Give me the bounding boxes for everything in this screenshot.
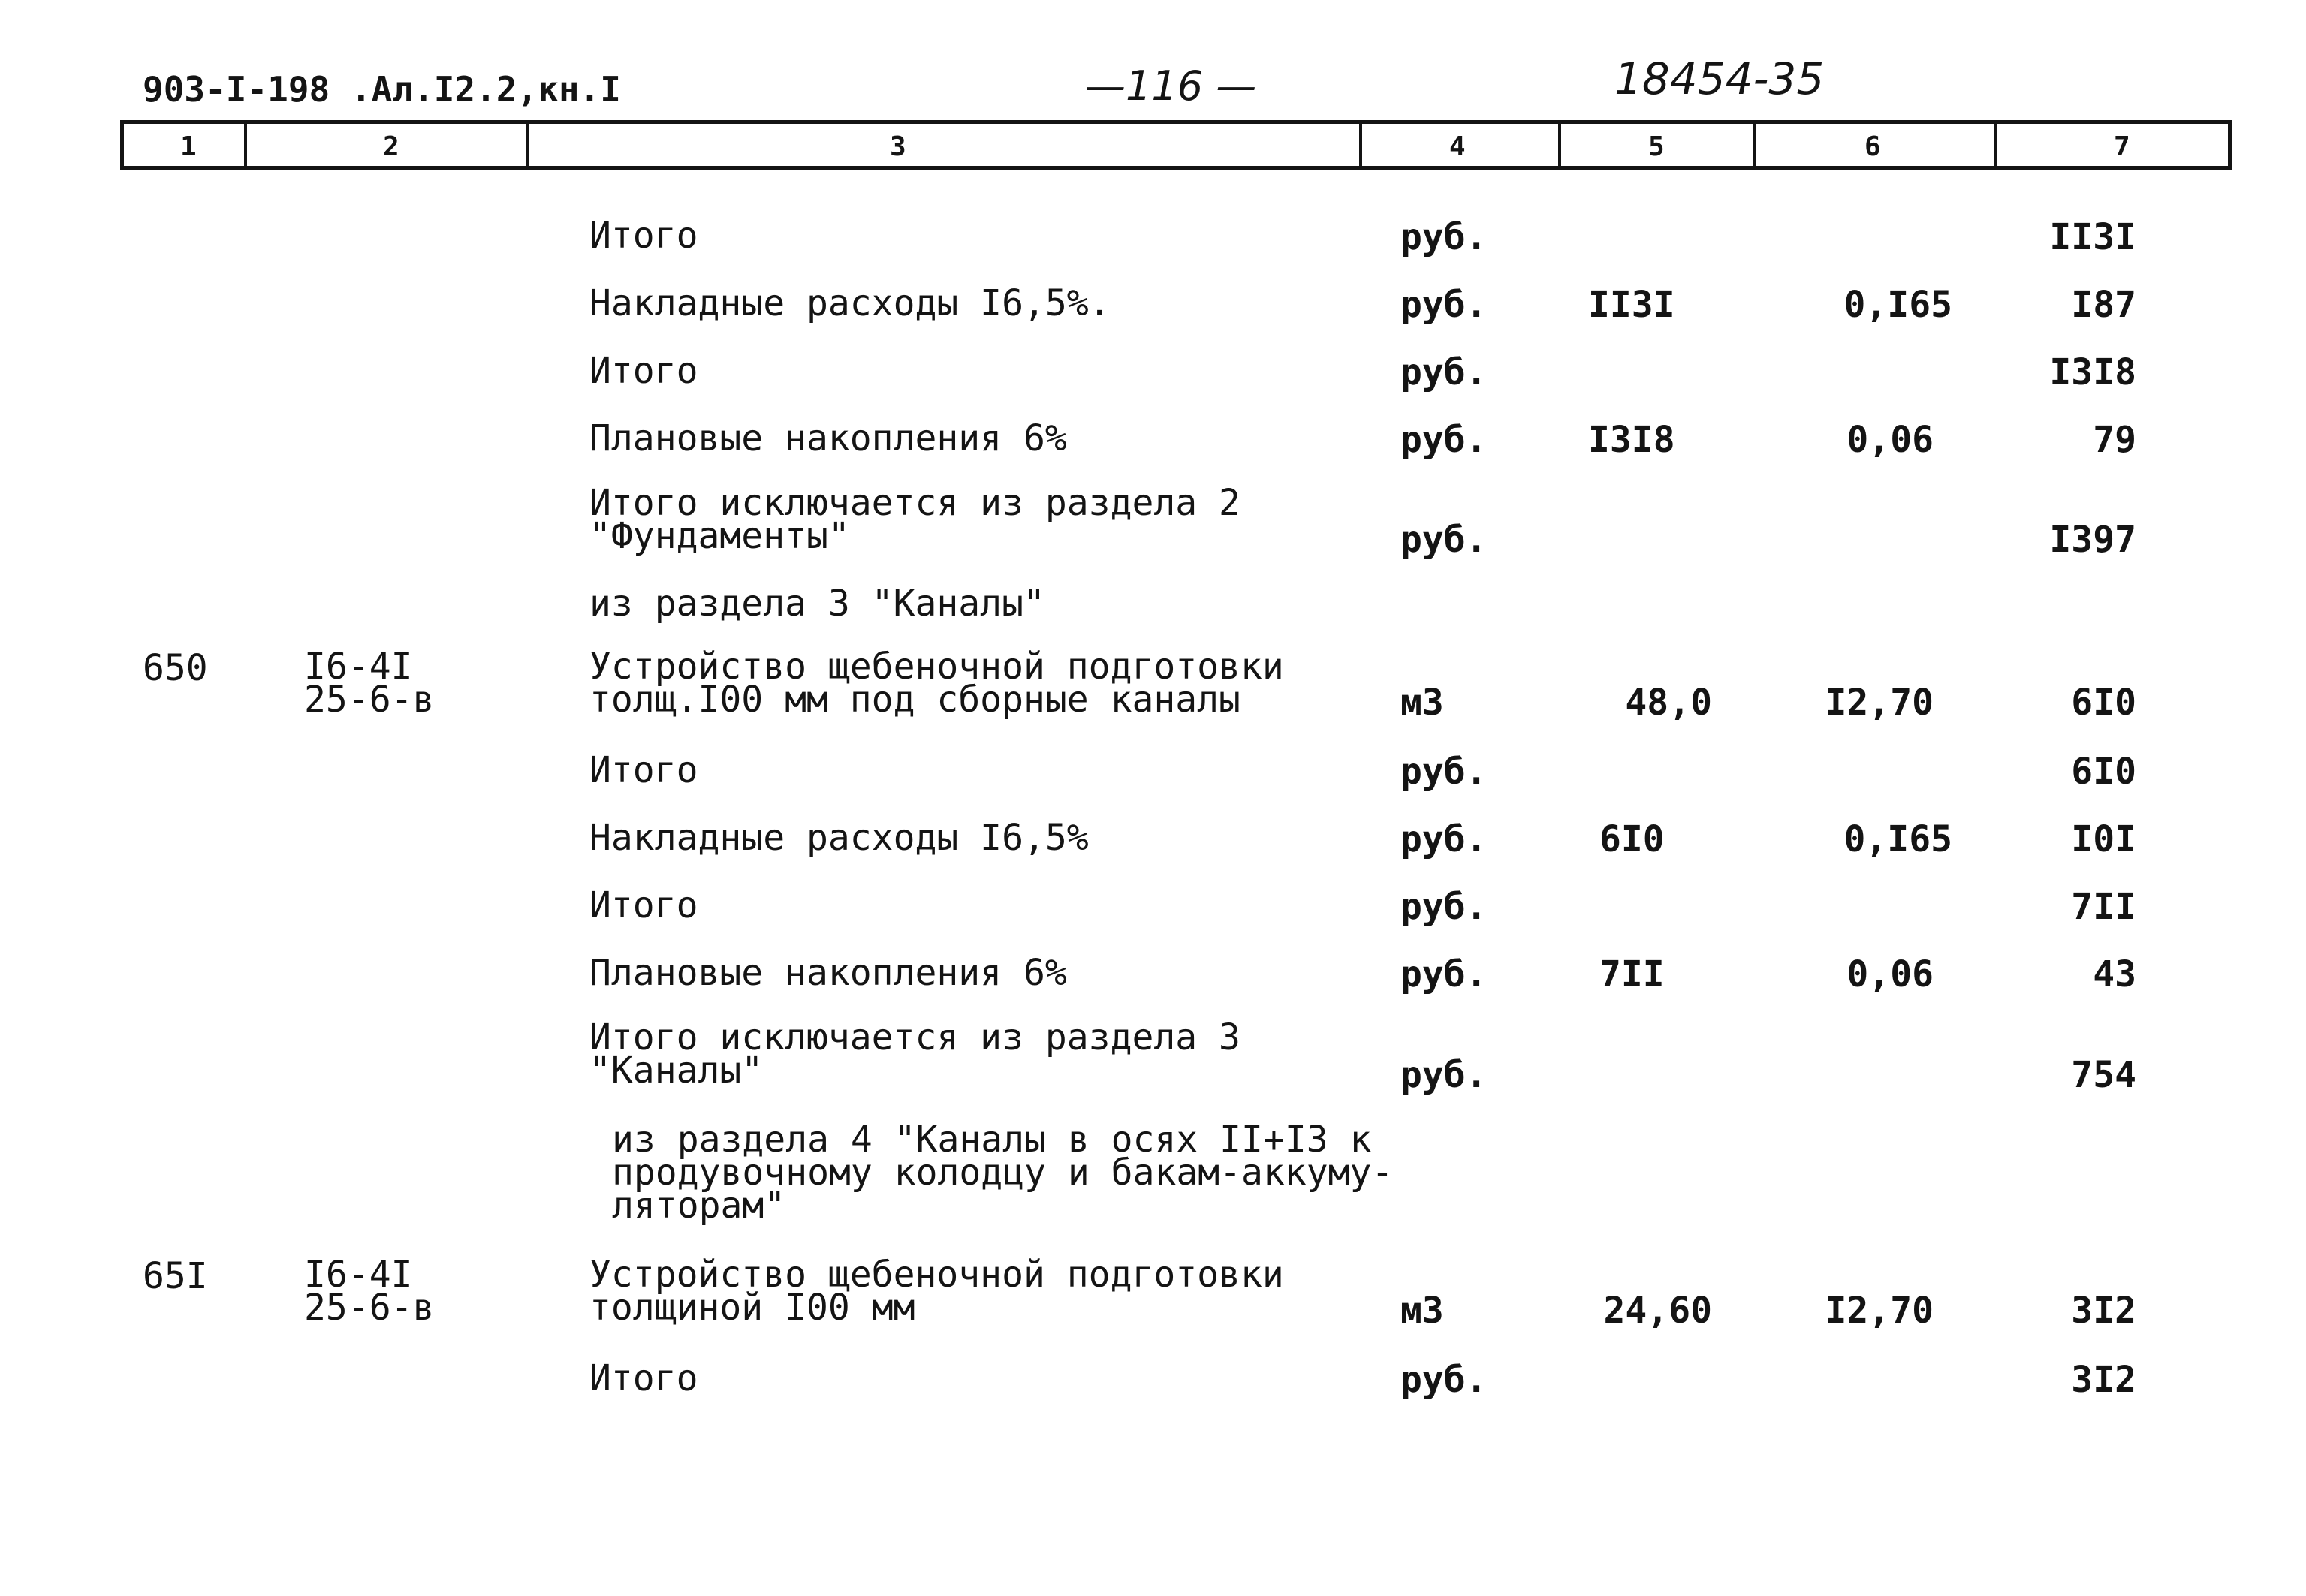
column-label-2: 2 xyxy=(383,131,399,162)
row-description: Устройство щебеночной подготовки толщ.I00 мм под сборные каналы xyxy=(589,646,1284,721)
row-total: I0I xyxy=(2071,818,2136,860)
row-quantity: II3I xyxy=(1588,284,1675,326)
row-total: I3I8 xyxy=(2049,351,2136,393)
row-description: Итого xyxy=(589,215,698,257)
column-divider xyxy=(1994,124,1997,166)
row-unit: руб. xyxy=(1400,284,1488,326)
row-total: 6I0 xyxy=(2071,682,2136,724)
row-quantity: 6I0 xyxy=(1599,818,1665,860)
column-divider xyxy=(244,124,247,166)
column-label-1: 1 xyxy=(180,131,197,162)
column-label-5: 5 xyxy=(1648,131,1665,162)
row-unit: руб. xyxy=(1400,818,1488,860)
row-description: Устройство щебеночной подготовки толщиной I00 мм xyxy=(589,1254,1284,1329)
section-heading: из раздела 4 "Каналы в осях II+I3 к продувочному колодцу и бакам-аккуму- ляторам" xyxy=(612,1119,1394,1227)
row-quantity: 24,60 xyxy=(1603,1290,1712,1332)
row-unit: руб. xyxy=(1400,216,1488,258)
row-description: Итого xyxy=(589,749,698,791)
row-total: 7II xyxy=(2071,886,2136,928)
row-unit: м3 xyxy=(1400,682,1444,724)
row-price: 0,06 xyxy=(1846,419,1934,461)
row-total: 3I2 xyxy=(2071,1359,2136,1401)
row-unit: руб. xyxy=(1400,1359,1488,1401)
column-header-row xyxy=(120,120,2232,170)
row-total: 79 xyxy=(2093,419,2136,461)
section-heading: из раздела 3 "Каналы" xyxy=(589,583,1045,625)
column-divider xyxy=(526,124,529,166)
row-code: I6-4I 25-6-в xyxy=(304,1254,435,1329)
row-total: 6I0 xyxy=(2071,751,2136,793)
row-unit: м3 xyxy=(1400,1290,1444,1332)
column-label-6: 6 xyxy=(1864,131,1881,162)
row-total: I397 xyxy=(2049,519,2136,561)
row-description: Итого xyxy=(589,1357,698,1399)
row-price: 0,I65 xyxy=(1843,818,1952,860)
row-unit: руб. xyxy=(1400,419,1488,461)
row-description: Плановые накопления 6% xyxy=(589,417,1067,459)
row-unit: руб. xyxy=(1400,751,1488,793)
row-unit: руб. xyxy=(1400,519,1488,561)
column-label-3: 3 xyxy=(890,131,906,162)
row-description: Плановые накопления 6% xyxy=(589,952,1067,994)
row-description: Итого исключается из раздела 3 "Каналы" xyxy=(589,1016,1240,1092)
row-description: Итого исключается из раздела 2 "Фундаменты" xyxy=(589,482,1240,557)
column-divider xyxy=(1753,124,1756,166)
row-total: II3I xyxy=(2049,216,2136,258)
row-unit: руб. xyxy=(1400,1054,1488,1096)
handwritten-reference: 18454-35 xyxy=(1614,53,1825,104)
row-number: 65I xyxy=(143,1255,208,1297)
column-label-4: 4 xyxy=(1449,131,1466,162)
row-description: Итого xyxy=(589,884,698,926)
row-code: I6-4I 25-6-в xyxy=(304,646,435,721)
row-description: Накладные расходы I6,5% xyxy=(589,817,1089,859)
row-quantity: 7II xyxy=(1599,953,1665,995)
row-unit: руб. xyxy=(1400,953,1488,995)
row-price: 0,06 xyxy=(1846,953,1934,995)
page-number: —116 — xyxy=(1085,62,1257,110)
column-divider xyxy=(1359,124,1362,166)
column-label-7: 7 xyxy=(2114,131,2130,162)
row-price: I2,70 xyxy=(1825,1290,1934,1332)
row-description: Итого xyxy=(589,350,698,392)
row-description: Накладные расходы I6,5%. xyxy=(589,282,1111,324)
row-total: I87 xyxy=(2071,284,2136,326)
row-total: 3I2 xyxy=(2071,1290,2136,1332)
row-price: 0,I65 xyxy=(1843,284,1952,326)
row-total: 754 xyxy=(2071,1054,2136,1096)
column-divider xyxy=(1558,124,1561,166)
row-total: 43 xyxy=(2093,953,2136,995)
row-number: 650 xyxy=(143,647,208,689)
row-quantity: I3I8 xyxy=(1588,419,1675,461)
row-quantity: 48,0 xyxy=(1625,682,1712,724)
document-code: 903-I-198 .Ал.I2.2,кн.I xyxy=(143,69,621,110)
row-unit: руб. xyxy=(1400,886,1488,928)
row-price: I2,70 xyxy=(1825,682,1934,724)
row-unit: руб. xyxy=(1400,351,1488,393)
